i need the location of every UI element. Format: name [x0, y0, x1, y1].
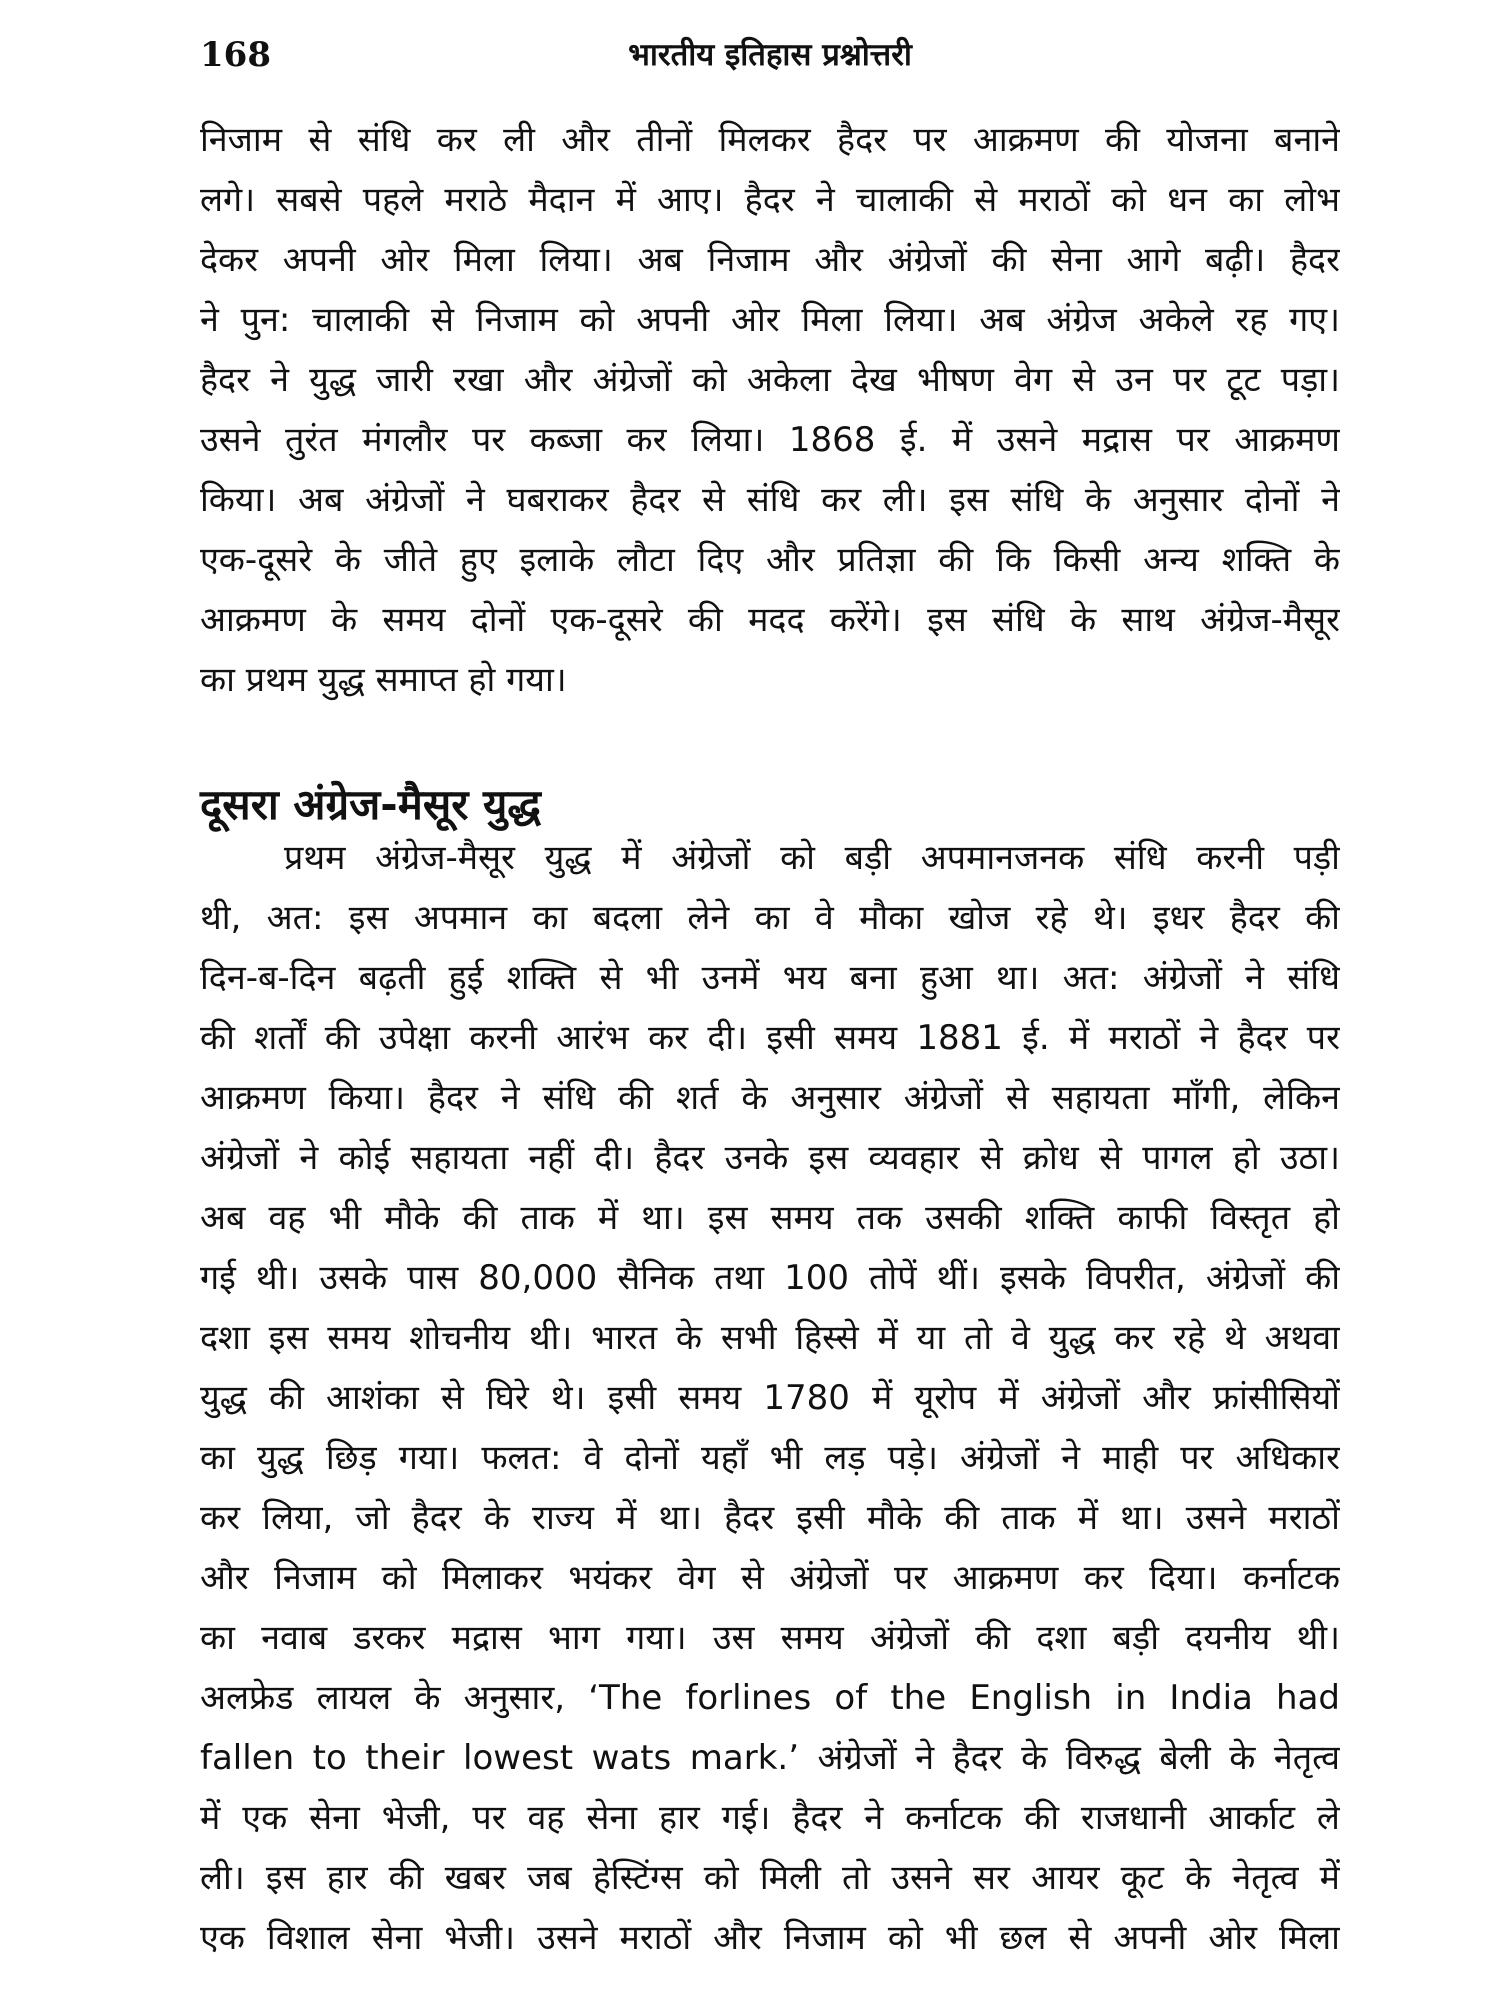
text-line: लगे। सबसे पहले मराठे मैदान में आए। हैदर ने चालाकी से मराठों को धन का लोभ — [200, 180, 1340, 220]
text-line: और निजाम को मिलाकर भयंकर वेग से अंग्रेजों पर आक्रमण कर दिया। कर्नाटक — [200, 1558, 1340, 1598]
text-line: का युद्ध छिड़ गया। फलत: वे दोनों यहाँ भी लड़ पड़े। अंग्रेजों ने माही पर अधिकार — [200, 1438, 1340, 1478]
text-line: निजाम से संधि कर ली और तीनों मिलकर हैदर पर आक्रमण की योजना बनाने — [200, 120, 1340, 160]
text-line: किया। अब अंग्रेजों ने घबराकर हैदर से संधि कर ली। इस संधि के अनुसार दोनों ने — [200, 480, 1340, 520]
text-line: कर लिया, जो हैदर के राज्य में था। हैदर इसी मौके की ताक में था। उसने मराठों — [200, 1498, 1340, 1538]
text-line: प्रथम अंग्रेज-मैसूर युद्ध में अंग्रेजों को बड़ी अपमानजनक संधि करनी पड़ी — [284, 838, 1340, 878]
text-line: एक-दूसरे के जीते हुए इलाके लौटा दिए और प्रतिज्ञा की कि किसी अन्य शक्ति के — [200, 540, 1340, 580]
text-line: अब वह भी मौके की ताक में था। इस समय तक उसकी शक्ति काफी विस्तृत हो — [200, 1198, 1340, 1238]
text-line: दशा इस समय शोचनीय थी। भारत के सभी हिस्से में या तो वे युद्ध कर रहे थे अथवा — [200, 1318, 1340, 1358]
text-line: आक्रमण किया। हैदर ने संधि की शर्त के अनुसार अंग्रेजों से सहायता माँगी, लेकिन — [200, 1078, 1340, 1118]
text-line: दिन-ब-दिन बढ़ती हुई शक्ति से भी उनमें भय बना हुआ था। अत: अंग्रेजों ने संधि — [200, 958, 1340, 998]
text-line: युद्ध की आशंका से घिरे थे। इसी समय 1780 में यूरोप में अंग्रेजों और फ्रांसीसियों — [200, 1378, 1340, 1418]
paragraph-1 — [200, 110, 1340, 710]
text-line: देकर अपनी ओर मिला लिया। अब निजाम और अंग्रेजों की सेना आगे बढ़ी। हैदर — [200, 240, 1340, 280]
text-line: ली। इस हार की खबर जब हेस्टिंग्स को मिली तो उसने सर आयर कूट के नेतृत्व में — [200, 1858, 1340, 1898]
page-header — [200, 30, 1340, 80]
text-line: थी, अत: इस अपमान का बदला लेने का वे मौका खोज रहे थे। इधर हैदर की — [200, 898, 1340, 938]
text-line: एक विशाल सेना भेजी। उसने मराठों और निजाम को भी छल से अपनी ओर मिला — [200, 1918, 1340, 1958]
text-line: में एक सेना भेजी, पर वह सेना हार गई। हैदर ने कर्नाटक की राजधानी आर्काट ले — [200, 1798, 1340, 1838]
text-line: उसने तुरंत मंगलौर पर कब्जा कर लिया। 1868 ई. में उसने मद्रास पर आक्रमण — [200, 420, 1340, 460]
text-line: की शर्तों की उपेक्षा करनी आरंभ कर दी। इसी समय 1881 ई. में मराठों ने हैदर पर — [200, 1018, 1340, 1058]
text-line: अलफ्रेड लायल के अनुसार, ‘The forlines of the English in India had — [200, 1678, 1340, 1718]
text-line: गई थी। उसके पास 80,000 सैनिक तथा 100 तोपें थीं। इसके विपरीत, अंग्रेजों की — [200, 1258, 1340, 1298]
text-line: का नवाब डरकर मद्रास भाग गया। उस समय अंग्रेजों की दशा बड़ी दयनीय थी। — [200, 1618, 1340, 1658]
text-line: fallen to their lowest wats mark.’ अंग्रेजों ने हैदर के विरुद्ध बेली के नेतृत्व — [200, 1738, 1340, 1778]
text-line: आक्रमण के समय दोनों एक-दूसरे की मदद करेंगे। इस संधि के साथ अंग्रेज-मैसूर — [200, 600, 1340, 640]
text-line: अंग्रेजों ने कोई सहायता नहीं दी। हैदर उनके इस व्यवहार से क्रोध से पागल हो उठा। — [200, 1138, 1340, 1178]
paragraph-2 — [200, 828, 1340, 1968]
page-number: 168 — [200, 35, 271, 75]
running-title: भारतीय इतिहास प्रश्नोत्तरी — [628, 37, 912, 73]
section-heading: दूसरा अंग्रेज-मैसूर युद्ध — [200, 780, 541, 829]
text-line: ने पुन: चालाकी से निजाम को अपनी ओर मिला लिया। अब अंग्रेज अकेले रह गए। — [200, 300, 1340, 340]
text-line: का प्रथम युद्ध समाप्त हो गया। — [200, 660, 567, 700]
text-line: हैदर ने युद्ध जारी रखा और अंग्रेजों को अकेला देख भीषण वेग से उन पर टूट पड़ा। — [200, 360, 1340, 400]
